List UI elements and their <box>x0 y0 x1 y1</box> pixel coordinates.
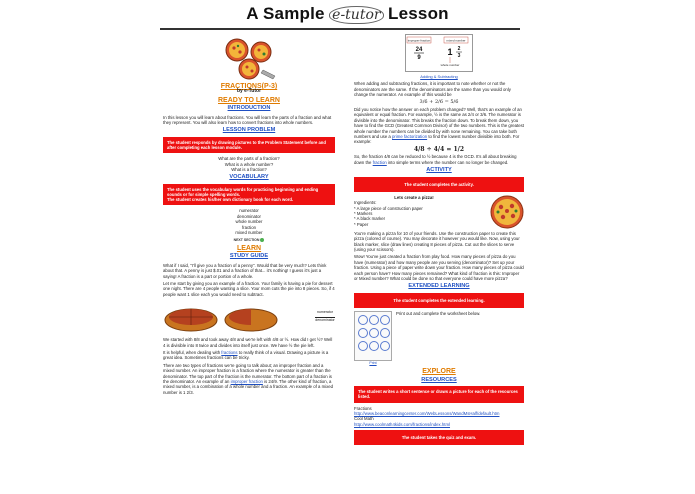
improper-label: improper fraction <box>407 38 431 43</box>
activity-bar: The student completes the activity. <box>354 177 524 192</box>
ingredients-label: Ingredients: <box>354 200 377 206</box>
resources-heading: RESOURCES <box>421 376 457 383</box>
mixed-label: mixed number <box>446 38 466 43</box>
resources-bar: The student writes a short sentence or draws a picture for each of the resources listed. <box>354 386 524 402</box>
fraction-diagram <box>315 310 335 323</box>
next-section-label: NEXT SECTION <box>233 237 260 242</box>
pizza-activity-title: Lets create a pizza! <box>394 194 434 200</box>
extended-learning-heading: EXTENDED LEARNING <box>408 283 470 290</box>
lesson-problem-heading: LESSON PROBLEM <box>222 127 276 134</box>
worksheet-print-link[interactable]: Print <box>369 360 377 365</box>
activity-paragraph: Wow! You've just created a fraction from play food. How many pieces of pizza do you have (numerator) and how many people are you serving (denominator)? Set up your fraction. Using a piece of paper write down your fraction. How many pieces of pizza could each person have? How many pieces remained? What kind of fraction is this: Improper or Mixed number? What could be done so that everyone could have more pizza? <box>354 254 524 281</box>
pizza-image <box>490 195 524 229</box>
worksheet-thumbnail[interactable] <box>354 311 392 361</box>
resource-link-fractions[interactable]: http://www.beaconlearningcenter.com/WebLessons/WandMsHalf/default.htm <box>354 411 500 416</box>
introduction-text: In this lesson you will learn about fractions. You will learn the parts of a fraction and what they represent. You will also learn how to convert fractions into whole numbers. <box>163 114 332 126</box>
extended-learning-text: Print out and complete the worksheet below. <box>396 310 481 316</box>
activity-paragraph: You're making a pizza for 10 of your friends. Use the construction paper to create this pizza (colored of course). You may decorate it however you would like. Now, using your black marker, slice (draw lines) creating 8 pieces of pizza. Cut out the slices to serve (using your scissors). <box>354 230 520 252</box>
quiz-exam-bar: The student takes the quiz and exam. <box>354 430 524 445</box>
mixed-numerator: 2 <box>457 46 461 52</box>
reduce-equation: 4/8 ÷ 4/4 = 1/2 <box>413 145 465 153</box>
study-paragraph: We started with 8/8 and took away 4/8 and we're left with 4/8 or ½. How did I get ½? Well 4 is divisible into 8 twice and divides into itself just once. We have ½ the pie left. <box>163 337 333 348</box>
lesson-header <box>0 4 695 28</box>
adding-paragraph: When adding and subtracting fractions, it is important to note whether or not the denominators are the same. If the denominators are the same than you would only change the numerator. An example of this would be <box>354 81 511 98</box>
header-title-post: Lesson <box>388 4 449 23</box>
text-segment: to find the lowest number divisible into both. For example: <box>354 134 520 145</box>
whole-number-value: 1 <box>447 47 453 57</box>
worksheet-preview[interactable] <box>354 311 392 366</box>
resource-label: Cool Math <box>354 416 374 422</box>
fraction-diagram-image <box>406 35 472 71</box>
problem-question: What is a whole number? <box>224 161 274 167</box>
fractions-link[interactable]: fractions <box>221 349 238 355</box>
worksheet-row <box>354 311 524 366</box>
left-column <box>163 34 335 397</box>
vocabulary-bar-line: The student uses the vocabulary words for practicing beginning and ending sounds or for simple spelling words. <box>167 186 319 198</box>
header-divider <box>160 28 520 30</box>
next-arrow-icon <box>260 238 264 242</box>
activity-heading: ACTIVITY <box>426 167 452 174</box>
explore-heading: EXPLORE <box>422 368 456 376</box>
pie-illustrations <box>163 300 335 334</box>
improper-denominator: 9 <box>417 55 421 61</box>
fraction-link[interactable]: fraction <box>372 159 387 165</box>
adding-equation: 3/6 + 2/6 = 5/6 <box>419 98 459 105</box>
learn-heading: LEARN <box>236 244 262 252</box>
improper-numerator: 24 <box>415 47 423 53</box>
text-segment: It is helpful, when dealing with <box>163 349 221 355</box>
prime-factorization-link[interactable]: prime factorization <box>392 134 428 140</box>
pizza-activity <box>354 195 524 229</box>
ingredient-item: * A black marker <box>354 216 386 222</box>
study-paragraph <box>163 363 335 395</box>
study-paragraph: Let me start by giving you an example of a fraction. Your family is having a pie for dessert one night. There are 4 people wanting a slice. Your mom cuts the pie into 8 pieces. So, if 4 people want 1 slice each you would need to subtract. <box>163 280 335 297</box>
ready-to-learn-heading: READY TO LEARN <box>218 96 280 104</box>
ingredient-item: * Markers <box>354 210 373 216</box>
pizza-activity-text <box>354 195 474 229</box>
byline: by e-Tutor <box>236 88 262 95</box>
lesson-problem-bar: The student responds by drawing pictures to the Problem Statement before and after completing each lesson module. <box>163 137 335 153</box>
mixed-denominator: 3 <box>457 53 461 59</box>
next-section-button[interactable] <box>163 238 335 243</box>
header-title-pre: A Sample <box>246 4 325 23</box>
resource-link-coolmath[interactable]: http://www.coolmath4kids.com/fractions/index.html <box>354 421 451 427</box>
improper-fraction-link[interactable]: improper fraction <box>230 379 263 385</box>
vocab-word: mixed number <box>235 230 263 236</box>
text-segment: into simple terms where the number can no longer be changed. <box>387 159 509 165</box>
ingredient-item: * Paper <box>354 221 369 227</box>
vocabulary-bar <box>163 184 335 206</box>
text-segment: to really think of a visual. Drawing a picture is a great idea. Sometimes fractions can be tricky. <box>163 349 329 361</box>
problem-question: What are the parts of a fraction? <box>218 156 280 162</box>
text-segment: There are two types of fractions we're going to talk about; an improper fraction and a mixed number. An improper fraction is a fraction where the numerator is greater than the denominator. The top part of the fraction is the numerator. The bottom part of a fraction is the denominator. An example of an <box>163 362 332 385</box>
study-paragraph <box>163 350 335 361</box>
mixed-number-diagram <box>405 34 473 72</box>
text-segment: Did you notice how the answer on each problem changed? Well, that's an example of an equivalent or equal fraction. For example, ½ is the same as 2/4 or 3/6. The numerator is divisible into the denominator. This breaks the fraction down. To break them down, you have to find the GCD (Greatest Common Divisor) of the two numbers. This is the greatest whole number the numbers can be divided by with none remaining. You can take both numbers and use a <box>354 107 524 140</box>
adding-paragraph <box>354 107 524 145</box>
study-guide-heading: STUDY GUIDE <box>229 253 269 260</box>
numerator-label: numerator <box>317 310 333 315</box>
vocabulary-bar-line: The student creates his/her own dictionary book for each word. <box>167 197 294 203</box>
vocabulary-words <box>163 208 335 235</box>
resource-label: Fractions <box>354 405 372 411</box>
pizza-icon <box>219 36 279 82</box>
vocabulary-heading: VOCABULARY <box>229 174 269 181</box>
problem-questions <box>163 156 335 172</box>
introduction-heading: INTRODUCTION <box>227 105 271 112</box>
denominator-label: denominator <box>315 318 335 323</box>
text-segment: is 24/9. The other kind of fraction, a mixed number, is a combination of a whole number and a fraction. An example of a mixed number is 1 2/3. <box>163 379 334 395</box>
lesson-title[interactable]: FRACTIONS(P-3) <box>220 83 278 90</box>
whole-number-label: whole number <box>440 63 460 67</box>
ingredient-item: * A large piece of construction paper <box>354 205 423 211</box>
adding-subtracting-link[interactable]: Adding & Subtracting <box>420 74 458 79</box>
text-segment: So, the fraction 4/8 can be reduced to ½ because 4 is the GCD. It's all about breaking down the <box>354 154 517 165</box>
right-column <box>354 34 524 448</box>
pie-slices-image <box>163 300 283 334</box>
study-paragraph: What if I said, "I'll give you a fraction of a penny". Would that be very much? Lets think about that. A penny is just $.01 and a fraction of that... it's nothing! I guess it's just a saying! A fraction is a part or portion of a whole. <box>163 262 327 279</box>
problem-question: What is a fraction? <box>231 167 267 173</box>
etutor-logo: e-tutor <box>329 6 383 24</box>
vocab-word: denominator <box>237 213 261 219</box>
vocab-word: numerator <box>239 208 259 214</box>
fraction-bar <box>315 317 335 318</box>
vocab-word: fraction <box>241 224 257 230</box>
extended-learning-bar: The student completes the extended learning. <box>354 293 524 308</box>
adding-paragraph <box>354 154 524 165</box>
vocab-word: whole number <box>235 219 263 225</box>
pizza-illustration <box>163 36 335 82</box>
